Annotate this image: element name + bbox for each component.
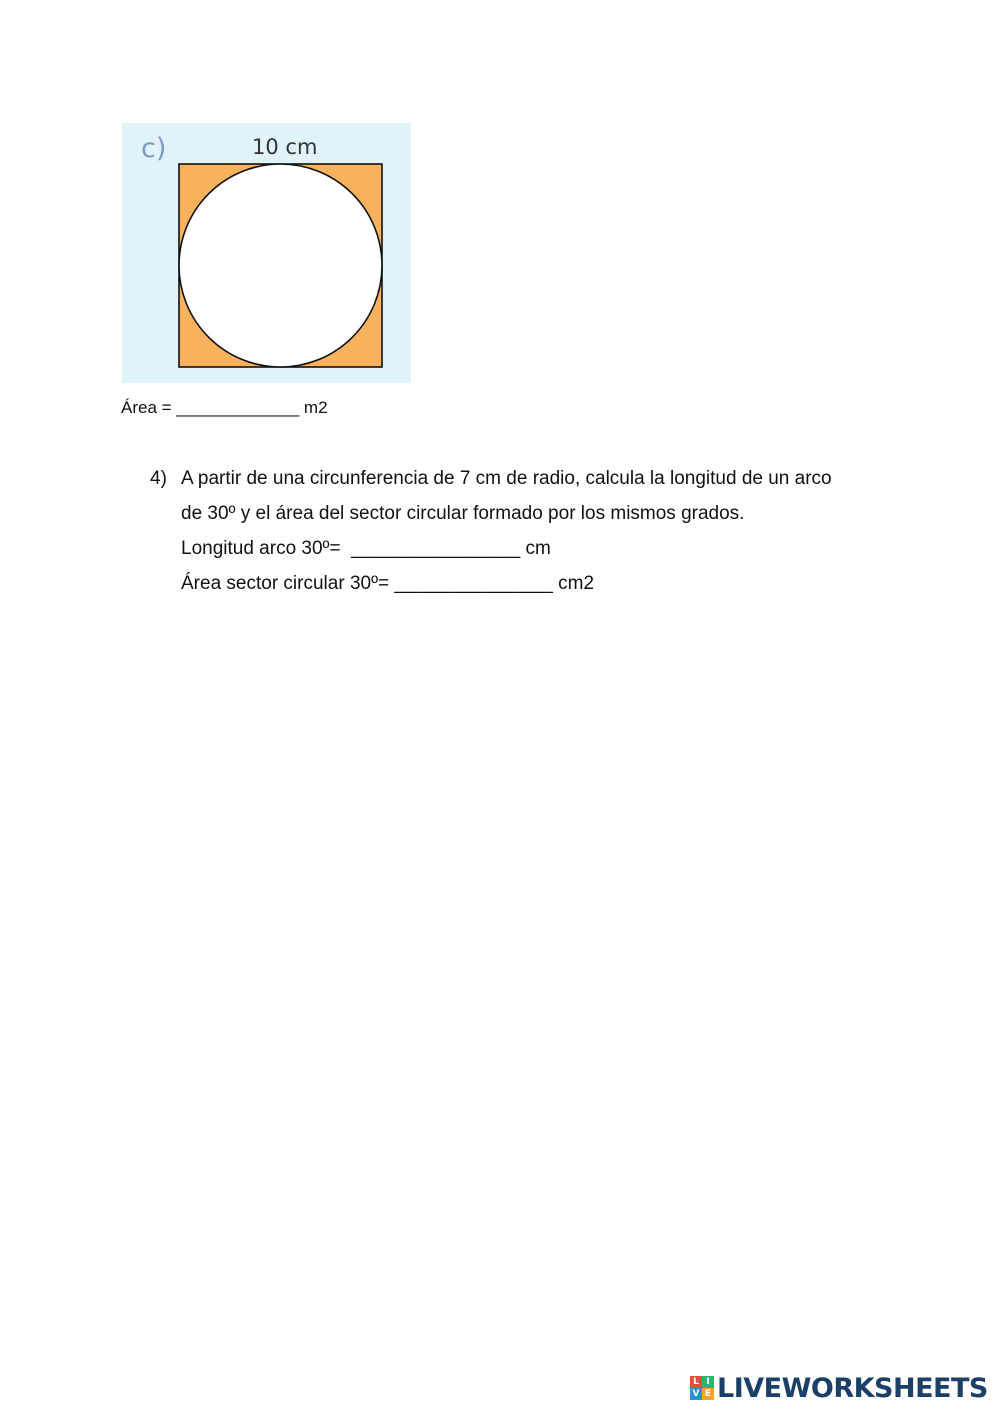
question-text-line: A partir de una circunferencia de 7 cm de radio, calcula la longitud de un arco: [181, 468, 832, 489]
arc-length-answer-line[interactable]: Longitud arco 30º= ________________ cm: [181, 538, 551, 559]
figure-letter: c): [141, 133, 167, 164]
circle-in-square-figure: [122, 123, 411, 383]
question-text-line: de 30º y el área del sector circular formado por los mismos grados.: [181, 503, 745, 524]
logo-mark-letter: V: [690, 1388, 702, 1400]
question-body: [181, 461, 901, 601]
inscribed-circle-shape: [179, 164, 382, 367]
logo-mark-letter: L: [690, 1376, 702, 1388]
logo-mark-letter: I: [702, 1376, 714, 1388]
logo-icon: [690, 1376, 714, 1400]
logo-mark-letter: E: [702, 1388, 714, 1400]
side-length-label: 10 cm: [252, 135, 318, 159]
sector-area-answer-line[interactable]: Área sector circular 30º= _______________ cm2: [181, 573, 595, 594]
liveworksheets-logo: [690, 1372, 988, 1404]
question-number: 4): [150, 468, 167, 489]
area-answer-line[interactable]: Área = _____________ m2: [121, 398, 328, 417]
logo-text: LIVEWORKSHEETS: [717, 1372, 988, 1404]
